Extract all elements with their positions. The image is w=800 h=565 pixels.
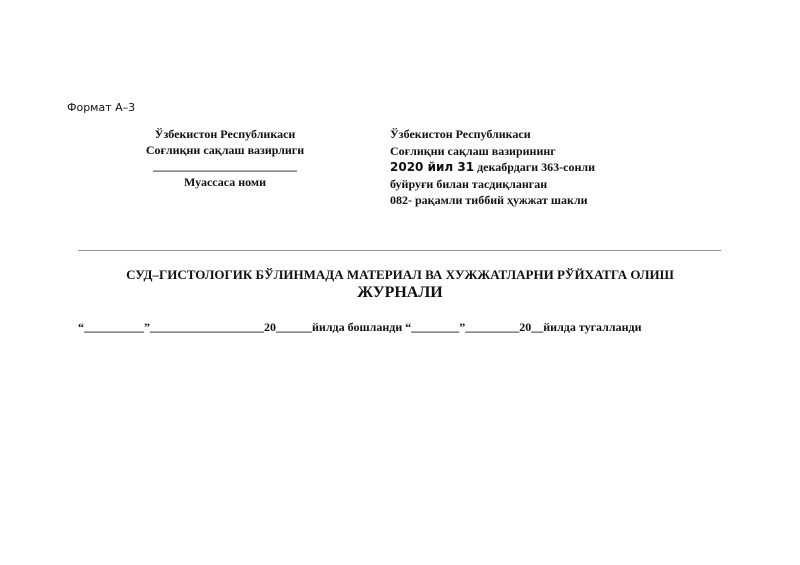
horizontal-divider [78, 250, 721, 251]
order-date-tail: декабрдаги 363-сонли [474, 160, 596, 174]
institution-blank-line: ________________________ [153, 159, 297, 173]
format-label: Формат А–3 [67, 101, 136, 114]
order-approval-line: буйруғи билан тасдиқланган [390, 176, 548, 191]
journal-title-line1: СУД–ГИСТОЛОГИК БЎЛИНМАДА МАТЕРИАЛ ВА ХУЖЖАТЛАРНИ РЎЙХАТГА ОЛИШ [126, 267, 674, 282]
journal-title-line2: ЖУРНАЛИ [357, 284, 443, 301]
right-country: Ўзбекистон Республикаси [390, 127, 531, 141]
right-ministry: Соғлиқни сақлаш вазирининг [390, 143, 556, 158]
institution-label: Муассаса номи [183, 175, 267, 189]
right-header-block [390, 126, 595, 209]
left-ministry: Соғлиқни сақлаш вазирлиги [145, 143, 305, 157]
form-number-line: 082- рақамли тиббий ҳужжат шакли [390, 193, 588, 207]
left-header-block [135, 126, 315, 190]
left-country: Ўзбекистон Республикаси [154, 127, 296, 141]
journal-dates-line: “__________”___________________20______йилда бошланди “________”_________20__йилда тугалланди [78, 320, 642, 334]
order-date-line [390, 159, 595, 176]
order-date-head: 2020 йил 31 [390, 160, 475, 174]
